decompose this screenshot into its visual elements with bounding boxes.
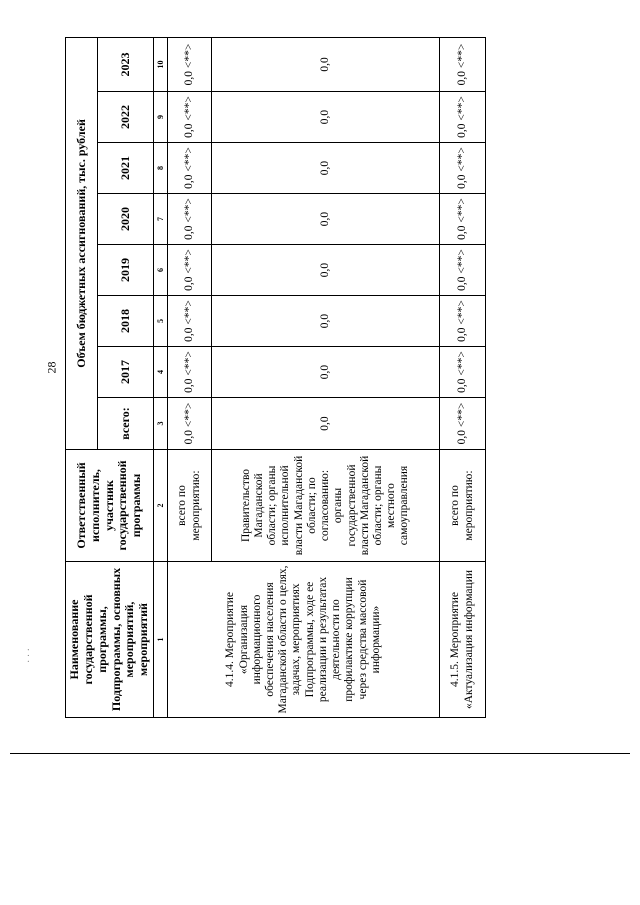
column-number-row [154, 37, 168, 717]
column-number: 9 [154, 92, 168, 143]
header-year: 2018 [98, 296, 154, 347]
value-cell: 0,0 <**> [440, 37, 486, 91]
table-row [168, 37, 212, 717]
table-row [440, 37, 486, 717]
header-year: 2020 [98, 194, 154, 245]
value-cell: 0,0 <**> [440, 245, 486, 296]
column-number: 2 [154, 450, 168, 562]
value-cell: 0,0 [212, 92, 440, 143]
column-number: 1 [154, 562, 168, 718]
row-name-cell: 4.1.5. Мероприятие «Актуализация информации [440, 562, 486, 718]
row-name-cell: 4.1.4. Мероприятие «Организация информационного обеспечения населения Магаданской области о целях, задачах, мероприятиях Подпрограммы, ходе ее реализации и результатах деятельности по профилактике коррупции через средства массовой информации» [168, 562, 440, 718]
rotated-table-container [65, 38, 485, 718]
value-cell: 0,0 <**> [168, 398, 212, 450]
value-cell: 0,0 [212, 37, 440, 91]
value-cell: 0,0 <**> [440, 347, 486, 398]
value-cell: 0,0 <**> [168, 37, 212, 91]
executor-cell: всего по мероприятию: [168, 450, 212, 562]
value-cell: 0,0 <**> [440, 398, 486, 450]
value-cell: 0,0 [212, 347, 440, 398]
value-cell: 0,0 [212, 245, 440, 296]
column-number: 10 [154, 37, 168, 91]
column-number: 8 [154, 143, 168, 194]
value-cell: 0,0 <**> [440, 296, 486, 347]
value-cell: 0,0 <**> [168, 143, 212, 194]
header-year: 2023 [98, 37, 154, 91]
header-executor: Ответственный исполнитель, участник государственной программы [66, 450, 154, 562]
value-cell: 0,0 [212, 143, 440, 194]
header-year: 2017 [98, 347, 154, 398]
header-budget-group: Объем бюджетных ассигнований, тыс. рублей [66, 37, 98, 449]
header-row-1 [66, 37, 98, 717]
bottom-rule [10, 753, 630, 754]
budget-table [65, 37, 486, 718]
executor-cell: всего по мероприятию: [440, 450, 486, 562]
column-number: 6 [154, 245, 168, 296]
value-cell: 0,0 <**> [440, 194, 486, 245]
value-cell: 0,0 [212, 194, 440, 245]
column-number: 7 [154, 194, 168, 245]
header-year: 2022 [98, 92, 154, 143]
header-year: 2021 [98, 143, 154, 194]
value-cell: 0,0 [212, 296, 440, 347]
value-cell: 0,0 <**> [168, 347, 212, 398]
value-cell: 0,0 <**> [440, 92, 486, 143]
value-cell: 0,0 [212, 398, 440, 450]
header-name: Наименование государственной программы, Подпрограммы, основных мероприятий, мероприятий [66, 562, 154, 718]
value-cell: 0,0 <**> [168, 245, 212, 296]
value-cell: 0,0 <**> [168, 296, 212, 347]
value-cell: 0,0 <**> [440, 143, 486, 194]
page-number: 28 [44, 361, 59, 374]
value-cell: 0,0 <**> [168, 194, 212, 245]
column-number: 4 [154, 347, 168, 398]
header-total: всего: [98, 398, 154, 450]
header-year: 2019 [98, 245, 154, 296]
column-number: 3 [154, 398, 168, 450]
column-number: 5 [154, 296, 168, 347]
margin-marks: · · · [24, 648, 35, 663]
value-cell: 0,0 <**> [168, 92, 212, 143]
executor-cell: Правительство Магаданской области; органы исполнительной власти Магаданской области; по согласованию: органы государственной власти Магаданской области; органы местного самоуправления [212, 450, 440, 562]
